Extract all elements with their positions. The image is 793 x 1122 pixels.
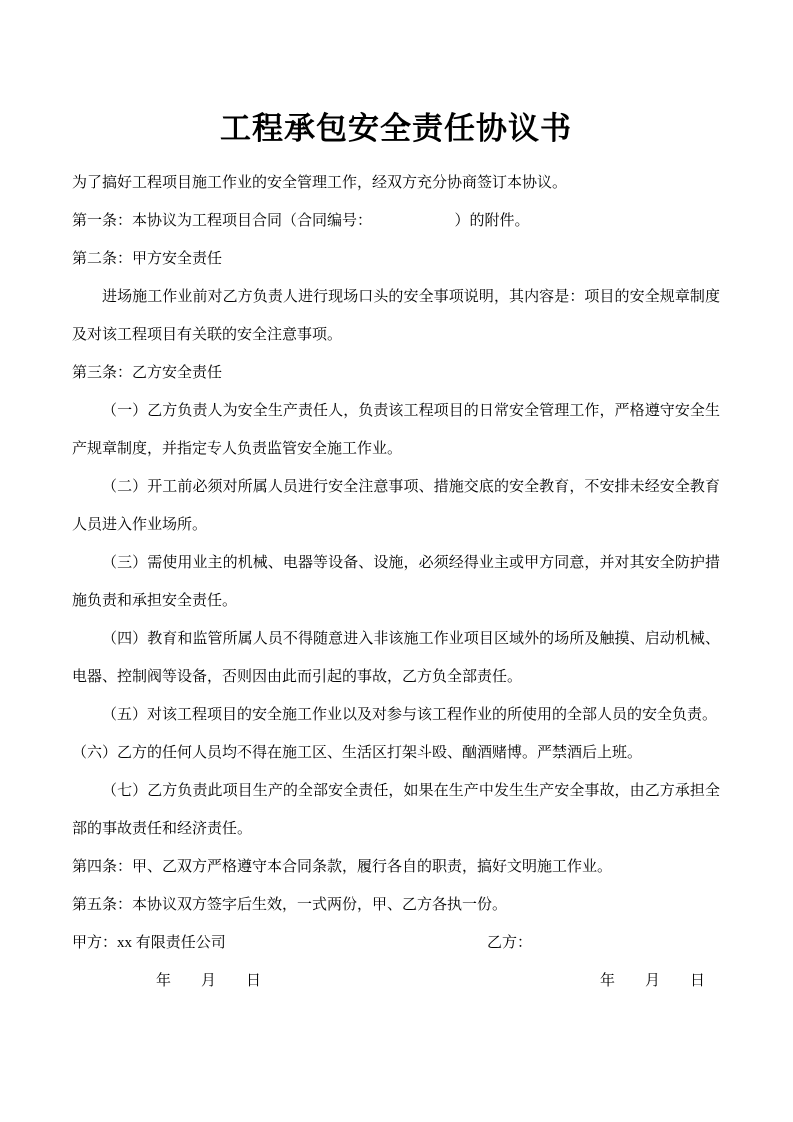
paragraph-intro: 为了搞好工程项目施工作业的安全管理工作，经双方充分协商签订本协议。 <box>72 175 568 191</box>
paragraph-article-2-heading: 第二条：甲方安全责任 <box>72 251 223 267</box>
date-row <box>72 962 720 1000</box>
paragraph-article-1: 第一条：本协议为工程项目合同（合同编号： ）的附件。 <box>72 213 530 229</box>
paragraph-article-3-heading: 第三条：乙方安全责任 <box>72 365 223 381</box>
paragraph-article-3-item-1: （一）乙方负责人为安全生产责任人，负责该工程项目的日常安全管理工作，严格遵守安全生产规章制度，并指定专人负责监管安全施工作业。 <box>72 403 720 457</box>
paragraph-article-3-item-4: （四）教育和监管所属人员不得随意进入非该施工作业项目区域外的场所及触摸、启动机械、电器、控制阀等设备，否则因由此而引起的事故，乙方负全部责任。 <box>72 631 720 685</box>
paragraph-article-5: 第五条：本协议双方签字后生效，一式两份，甲、乙方各执一份。 <box>72 897 508 913</box>
paragraph-article-3-item-7: （七）乙方负责此项目生产的全部安全责任，如果在生产中发生生产安全事故，由乙方承担全部的事故责任和经济责任。 <box>72 783 720 837</box>
document-body <box>72 164 720 924</box>
document-title: 工程承包安全责任协议书 <box>220 111 572 146</box>
paragraph-article-4: 第四条：甲、乙双方严格遵守本合同条款，履行各自的职责，搞好文明施工作业。 <box>72 859 613 875</box>
paragraph-article-3-item-5: （五）对该工程项目的安全施工作业以及对参与该工程作业的所使用的全部人员的安全负责。 <box>102 707 718 723</box>
party-a-date-line: 年 月 日 <box>156 973 262 989</box>
paragraph-article-2-body: 进场施工作业前对乙方负责人进行现场口头的安全事项说明，其内容是：项目的安全规章制度及对该工程项目有关联的安全注意事项。 <box>72 289 720 343</box>
party-b-date-line: 年 月 日 <box>600 973 706 989</box>
paragraph-article-3-item-2: （二）开工前必须对所属人员进行安全注意事项、措施交底的安全教育，不安排未经安全教育人员进入作业场所。 <box>72 479 720 533</box>
party-b-label: 乙方： <box>487 935 533 951</box>
paragraph-article-3-item-6: （六）乙方的任何人员均不得在施工区、生活区打架斗殴、酗酒赌博。严禁酒后上班。 <box>72 745 643 761</box>
party-a-label: 甲方：xx 有限责任公司 <box>72 935 226 951</box>
paragraph-article-3-item-3: （三）需使用业主的机械、电器等设备、设施，必须经得业主或甲方同意，并对其安全防护措施负责和承担安全责任。 <box>72 555 720 609</box>
signature-row <box>72 924 720 962</box>
